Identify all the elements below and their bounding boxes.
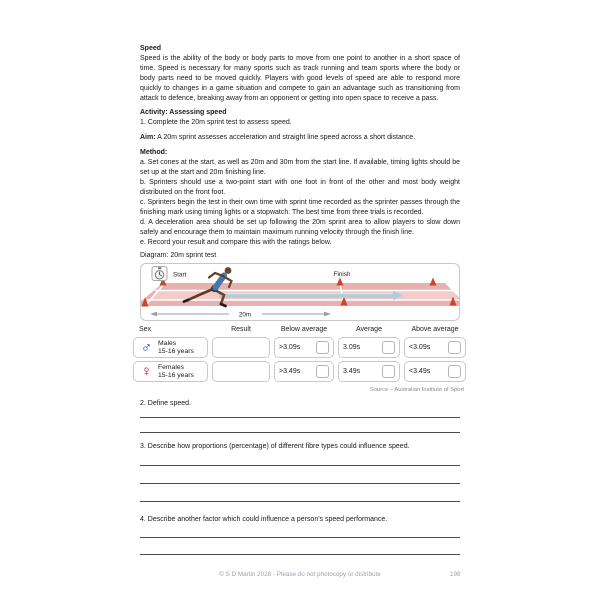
rating-checkbox[interactable]	[382, 365, 395, 378]
result-input-box[interactable]	[212, 361, 270, 382]
table-row-males	[133, 337, 466, 358]
answer-line	[140, 538, 460, 555]
above-average-cell	[404, 337, 466, 358]
rating-checkbox[interactable]	[382, 341, 395, 354]
answer-line	[140, 409, 460, 418]
diagram-label: Diagram: 20m sprint test	[140, 252, 217, 259]
finish-label: Finish	[333, 271, 351, 278]
activity-heading: Activity: Assessing speed	[140, 109, 227, 116]
table-header-row	[133, 325, 466, 335]
method-step-e: e. Record your result and compare this with the ratings below.	[140, 239, 332, 246]
question-4: 4. Describe another factor which could influence a person's speed performance.	[140, 516, 388, 523]
answer-line	[140, 525, 460, 538]
sprint-test-diagram	[140, 263, 460, 321]
average-value: 3.49s	[343, 367, 361, 375]
above-average-value: <3.09s	[409, 343, 431, 351]
method-step-a: a. Set cones at the start, as well as 20m and 30m from the start line. If available, timing lights should be set up at the start and 20m finishing line.	[140, 159, 460, 176]
below-average-cell	[274, 361, 334, 382]
method-step-b: b. Sprinters should use a two-point start with one foot in front of the other and most body weight distributed on the front foot.	[140, 179, 460, 196]
table-row-females	[133, 361, 466, 382]
sex-cell-males	[133, 337, 208, 358]
male-icon: ♂	[140, 339, 153, 356]
aim-text: A 20m sprint assesses acceleration and straight line speed across a short distance.	[155, 134, 416, 141]
question-3: 3. Describe how proportions (percentage) of different fibre types could influence speed.	[140, 443, 410, 450]
below-average-value: >3.09s	[279, 343, 301, 351]
above-average-cell	[404, 361, 466, 382]
intro-paragraph: Speed is the ability of the body or body parts to move from one point to another in a short space of time. Speed is necessary for many sports such as track running and team sports where the body or body parts need to be moved quickly. Players with good levels of speed are able to respond more quickly to changes in a game situation and compete to gain an advantage such as transitioning from attack to defence, breaking away from an opponent or getting into open space to receive a pass.	[140, 55, 460, 102]
stopwatch-icon	[152, 267, 167, 281]
header-sex: Sex	[139, 326, 152, 333]
source-attribution: Source – Australian Institute of Sport	[369, 387, 464, 393]
sex-label: Males 15-16 years	[158, 339, 194, 355]
page-title: Speed	[140, 45, 162, 52]
female-icon: ♀	[140, 363, 153, 380]
method-step-c: c. Sprinters begin the test in their own time with sprint time recorded as the sprinter passes through the finishing mark using timing lights or a stopwatch. The best time from three trials is recorded.	[140, 199, 460, 216]
average-cell	[338, 361, 400, 382]
answer-line	[140, 452, 460, 466]
method-heading: Method:	[140, 149, 168, 156]
method-step-d: d. A deceleration area should be set up following the 20m sprint area to allow players to slow down safely and encourage them to maintain maximum running velocity through the finish line.	[140, 219, 460, 236]
page-number: 198	[450, 571, 461, 578]
below-average-value: >3.49s	[279, 367, 301, 375]
rating-checkbox[interactable]	[448, 365, 461, 378]
sex-label: Females 15-16 years	[158, 363, 194, 379]
rating-checkbox[interactable]	[316, 365, 329, 378]
answer-line	[140, 466, 460, 484]
average-cell	[338, 337, 400, 358]
above-average-value: <3.49s	[409, 367, 431, 375]
ratings-table	[133, 325, 466, 395]
header-above-average: Above average	[411, 326, 459, 333]
sprint-track-illustration	[141, 264, 459, 320]
rating-checkbox[interactable]	[316, 341, 329, 354]
sex-cell-females	[133, 361, 208, 382]
distance-label: 20m	[238, 311, 252, 319]
start-label: Start	[173, 271, 187, 279]
footer-copyright: © S D Martin 2026 - Please do not photocopy or distribute	[219, 571, 381, 578]
question-2: 2. Define speed.	[140, 400, 191, 407]
header-average: Average	[356, 326, 382, 333]
below-average-cell	[274, 337, 334, 358]
activity-step-1: 1. Complete the 20m sprint test to assess speed.	[140, 119, 292, 126]
header-below-average: Below average	[280, 326, 328, 333]
average-value: 3.09s	[343, 343, 361, 351]
worksheet-page	[139, 44, 464, 555]
header-result: Result	[231, 326, 251, 333]
aim-line	[140, 133, 460, 143]
aim-label: Aim:	[140, 134, 156, 141]
answer-line	[140, 484, 460, 502]
answer-line	[140, 418, 460, 433]
result-input-box[interactable]	[212, 337, 270, 358]
rating-checkbox[interactable]	[448, 341, 461, 354]
